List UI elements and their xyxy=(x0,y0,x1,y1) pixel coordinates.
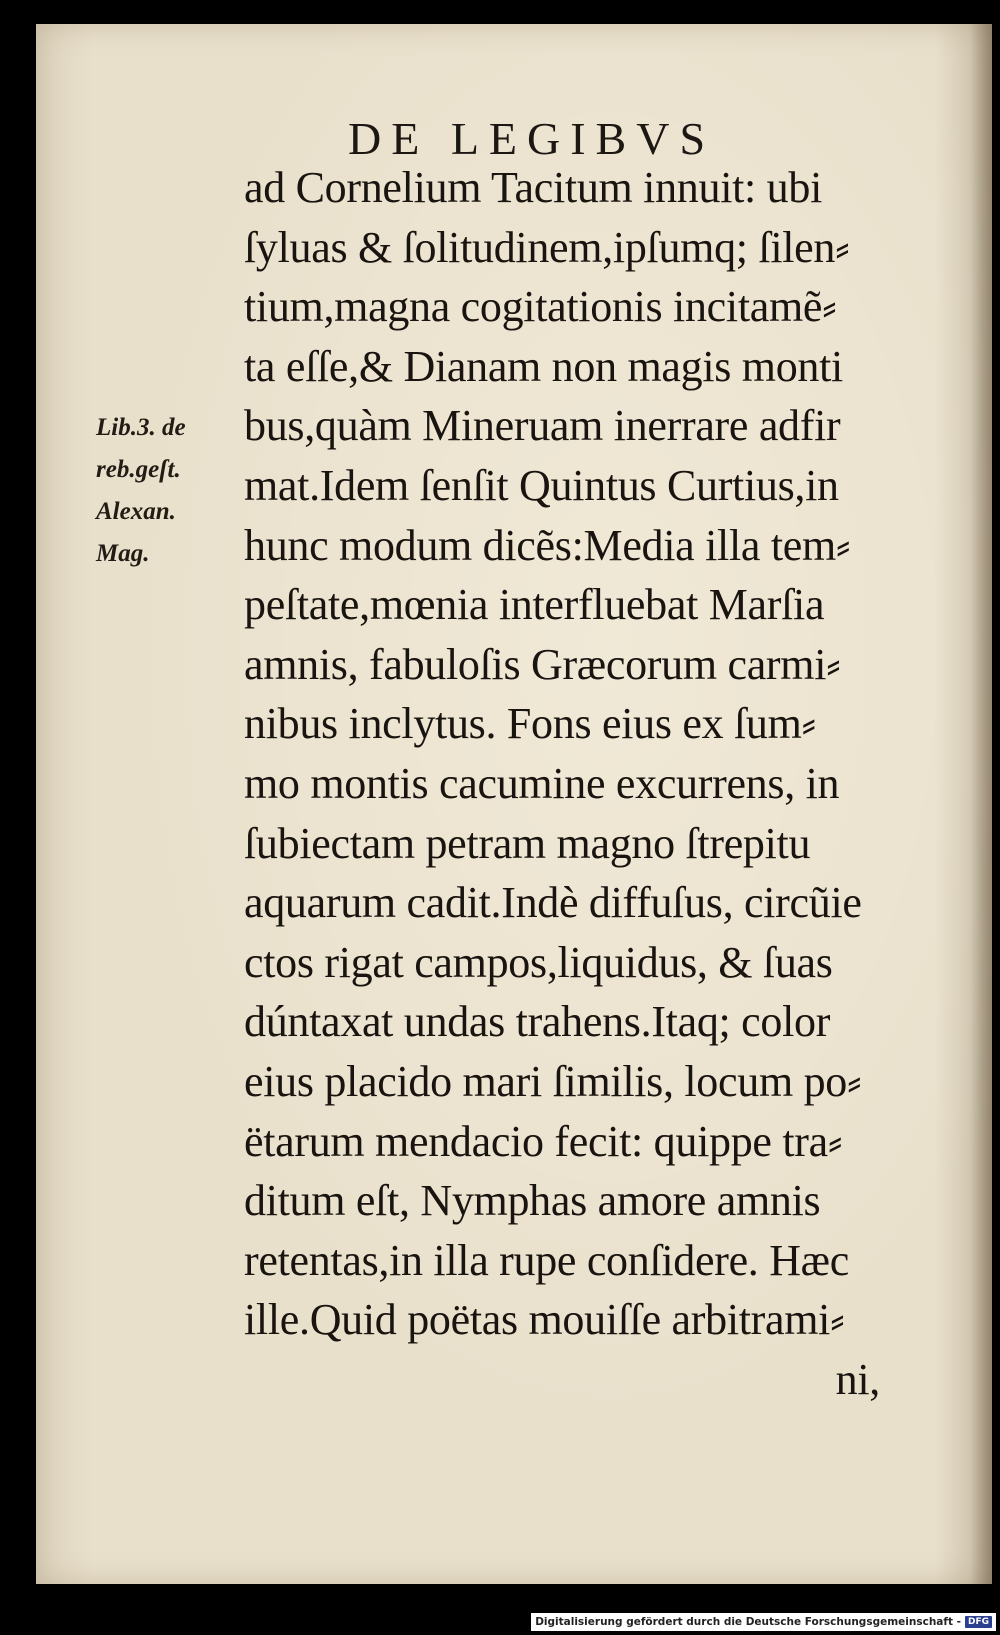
text-line: aquarum cadit.Indè diffuſus, circũie xyxy=(244,878,862,928)
text-line: mat.Idem ſenſit Quintus Curtius,in xyxy=(244,460,839,510)
text-line: mo montis cacumine excurrens, in xyxy=(244,758,840,808)
text-line: bus,quàm Mineruam inerrare adfir xyxy=(244,401,841,451)
marginal-note-line: Mag. xyxy=(96,540,150,567)
text-line: ditum eſt, Nymphas amore amnis xyxy=(244,1176,821,1226)
text-line: ſubiectam petram magno ſtrepitu xyxy=(244,818,811,868)
text-line: amnis, fabuloſis Græcorum carmi⸗ xyxy=(244,639,841,689)
page-edge-shadow xyxy=(970,24,992,1584)
text-line: dúntaxat undas trahens.Itaq; color xyxy=(244,997,831,1047)
digitization-footer xyxy=(531,1613,996,1631)
dfg-logo: DFG xyxy=(965,1616,992,1628)
footer-credit: Digitalisierung gefördert durch die Deutsche Forschungsgemeinschaft - xyxy=(535,1616,961,1628)
text-line: ctos rigat campos,liquidus, & ſuas xyxy=(244,937,833,987)
text-line: nibus inclytus. Fons eius ex ſum⸗ xyxy=(244,699,816,749)
text-line: peſtate,mœnia interfluebat Marſia xyxy=(244,580,825,630)
marginal-note-line: Lib.3. de xyxy=(96,414,186,441)
text-line: tium,magna cogitationis incitamẽ⸗ xyxy=(244,282,837,332)
text-line: ni, xyxy=(835,1354,880,1404)
marginal-note-line: reb.geſt. xyxy=(96,456,181,483)
text-line: ta eſſe,& Dianam non magis monti xyxy=(244,341,843,391)
text-line: ille.Quid poëtas mouiſſe arbitrami⸗ xyxy=(244,1295,845,1345)
running-head: DE LEGIBVS xyxy=(348,113,716,164)
text-line: ſyluas & ſolitudinem,ipſumq; ſilen⸗ xyxy=(244,222,850,272)
text-line: ëtarum mendacio fecit: quippe tra⸗ xyxy=(244,1116,843,1166)
marginal-note-line: Alexan. xyxy=(96,498,176,525)
text-line: ad Cornelium Tacitum innuit: ubi xyxy=(244,163,822,212)
text-line: hunc modum dicẽs:Media illa tem⸗ xyxy=(244,520,851,570)
body-text xyxy=(244,158,944,1409)
marginal-note xyxy=(96,407,226,575)
text-line: eius placido mari ſimilis, locum po⸗ xyxy=(244,1056,862,1106)
text-line: retentas,in illa rupe conſidere. Hæc xyxy=(244,1235,849,1285)
